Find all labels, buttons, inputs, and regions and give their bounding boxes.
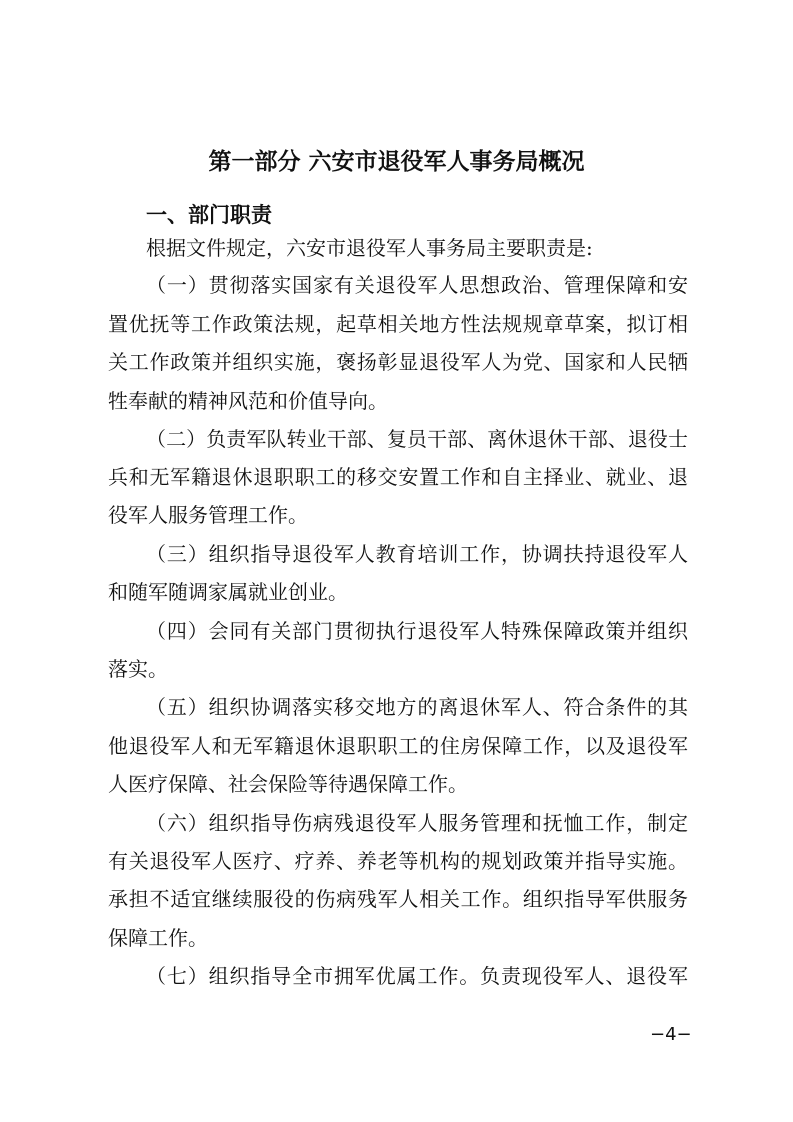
page-number: −4− (650, 1024, 692, 1045)
paragraph-line: 他退役军人和无军籍退休退职职工的住房保障工作，以及退役军 (108, 734, 688, 758)
paragraph-line: （五）组织协调落实移交地方的离退休军人、符合条件的其 (146, 695, 688, 719)
paragraph-line: 和随军随调家属就业创业。 (108, 580, 348, 604)
paragraph-line: （二）负责军队转业干部、复员干部、离休退休干部、退役士 (146, 427, 688, 451)
section-heading: 一、部门职责 (146, 203, 272, 227)
paragraph-line: 有关退役军人医疗、疗养、养老等机构的规划政策并指导实施。 (108, 849, 688, 873)
paragraph-line: 保障工作。 (108, 926, 208, 950)
page-title: 第一部分 六安市退役军人事务局概况 (208, 149, 585, 175)
paragraph-line: 兵和无军籍退休退职职工的移交安置工作和自主择业、就业、退 (108, 465, 688, 489)
paragraph-line: 牲奉献的精神风范和价值导向。 (108, 389, 388, 413)
paragraph-line: 置优抚等工作政策法规，起草相关地方性法规规章草案，拟订相 (108, 312, 688, 336)
paragraph-line: （四）会同有关部门贯彻执行退役军人特殊保障政策并组织 (146, 619, 688, 643)
paragraph-line: 关工作政策并组织实施，褒扬彰显退役军人为党、国家和人民牺 (108, 350, 688, 374)
paragraph-line: 役军人服务管理工作。 (108, 503, 308, 527)
paragraph-line: （一）贯彻落实国家有关退役军人思想政治、管理保障和安 (146, 273, 688, 297)
paragraph-line: 承担不适宜继续服役的伤病残军人相关工作。组织指导军供服务 (108, 887, 688, 911)
paragraph-line: 落实。 (108, 657, 168, 681)
paragraph-line: （六）组织指导伤病残退役军人服务管理和抚恤工作，制定 (146, 811, 688, 835)
paragraph-line: （七）组织指导全市拥军优属工作。负责现役军人、退役军 (146, 964, 688, 988)
paragraph-line: 根据文件规定，六安市退役军人事务局主要职责是: (146, 236, 593, 260)
paragraph-line: 人医疗保障、社会保险等待遇保障工作。 (108, 772, 468, 796)
paragraph-line: （三）组织指导退役军人教育培训工作，协调扶持退役军人 (146, 542, 688, 566)
